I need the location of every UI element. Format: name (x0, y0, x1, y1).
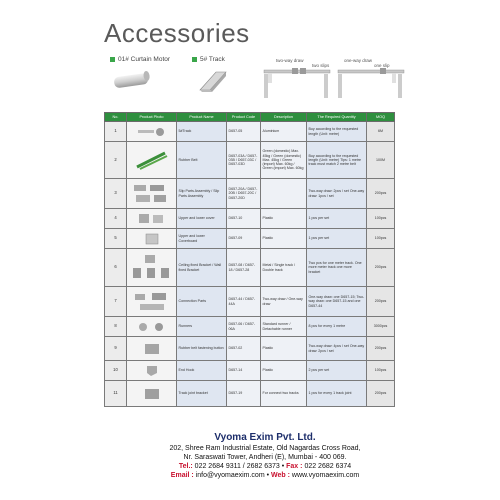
table-row: 10 End Hook D657-14 Plastic 2 pcs per set 100pcs (105, 361, 395, 381)
table-row: 1 5#Track D657-05 Aluminium Buy according to the requested length (Unit: metre) 6M (105, 122, 395, 142)
telephone: 022 2684 9311 / 2682 6373 (194, 463, 280, 470)
accessories-table (104, 112, 395, 407)
bracket-thumbnail (131, 254, 173, 282)
header-name: Product Name (177, 113, 227, 122)
header-moq: MOQ (367, 113, 395, 122)
track-thumbnail (137, 127, 167, 137)
slip-parts-thumbnail (132, 182, 172, 206)
table-row: 2 Rubber Belt D657-03A / D657-03B / D657-03C / D657-03D Green (domestic) Max. 45kg / Green (domestic) Max. 45kg / Green (import) Max. 60kg / Green (import) Max. 60kg Buy according to the requested length (Unit: metre) Tips: 1 metre track must match 2 metre belt 100M (105, 142, 395, 179)
contact-line: Tel.: 022 2684 9311 / 2682 6373 • Fax : 022 2682 6374 (178, 463, 352, 470)
runner-thumbnail (135, 320, 169, 334)
rubber-belt-thumbnail (135, 149, 169, 171)
address-line-2: Nr. Saraswati Tower, Andheri (E), Mumbai - 400 069. (183, 454, 347, 461)
cover-thumbnail (137, 212, 167, 226)
fax: 022 2682 6374 (304, 463, 352, 470)
green-square-icon (110, 57, 115, 62)
one-way-draw-icon (336, 58, 406, 102)
table-header-row (105, 113, 395, 122)
header-photo: Product Photo (127, 113, 177, 122)
company-footer (130, 432, 400, 480)
table-row: 4 Upper and lower cover D657-10 Plastic 1 pcs per set 100pcs (105, 209, 395, 229)
table-row: 8 Runners D657-06 / D657-06A Standard runner / Detachable runner 8 pcs for every 1 metre 3000pcs (105, 317, 395, 337)
curtain-motor-image (112, 68, 152, 92)
track-profile-image (196, 68, 230, 94)
joint-bracket-thumbnail (137, 385, 167, 403)
website-link[interactable]: www.vyomaexim.com (291, 472, 360, 479)
two-way-draw-icon (262, 58, 332, 102)
two-way-draw-diagram: two-way draw two slips (262, 58, 332, 102)
page-title: Accessories (104, 18, 250, 48)
fastening-button-thumbnail (137, 341, 167, 357)
table-row: 7 Connection Parts D657-44 / D657-44A Two-way draw / One-way draw One-way draw: one D657-15; Two-way draw: one D657-15 and one D657-44 200pcs (105, 287, 395, 317)
header-code: Product Code (227, 113, 261, 122)
one-way-draw-diagram: one-way draw one slip (336, 58, 406, 102)
online-line: Email : info@vyomaexim.com • Web : www.vyomaexim.com (170, 472, 360, 479)
coverboard-thumbnail (137, 232, 167, 246)
address-line-1: 202, Shree Ram Industrial Estate, Old Nagardas Cross Road, (169, 445, 361, 452)
table-row: 11 Track joint bracket D657-19 For connect two tracks 1 pcs for every 1 track joint 200pcs (105, 381, 395, 407)
table-row: 5 Upper and lower Coverboard D657-09 Plastic 1 pcs per set 100pcs (105, 229, 395, 249)
header-quantity: The Required Quantity (307, 113, 367, 122)
end-hook-thumbnail (137, 364, 167, 378)
table-row: 9 Rubber belt fastening button D657-02 Plastic Two-way draw: 4pcs / set One-way draw: 2pcs / set 200pcs (105, 337, 395, 361)
company-name: Vyoma Exim Pvt. Ltd. (214, 432, 316, 443)
table-row: 6 Ceiling fixed Bracket / Wall fixed Bracket D657-08 / D657-18 / D657-28 Metal / Single track / Double track Two pcs for one meter track. One more meter track one more bracket 200pcs (105, 249, 395, 287)
header-description: Description (261, 113, 307, 122)
product-label-motor: 01# Curtain Motor (110, 56, 170, 63)
green-square-icon (192, 57, 197, 62)
table-row: 3 Slip Parts Assembly / Slip Parts Assembly D657-20A / D657-20B / D657-20C / D657-20D Two-way draw: 2pcs / set One-way draw: 1pcs / set 200pcs (105, 179, 395, 209)
header-no: No. (105, 113, 127, 122)
connection-parts-thumbnail (132, 291, 172, 313)
product-label-track: 5# Track (192, 56, 225, 63)
email-link[interactable]: info@vyomaexim.com (195, 472, 265, 479)
